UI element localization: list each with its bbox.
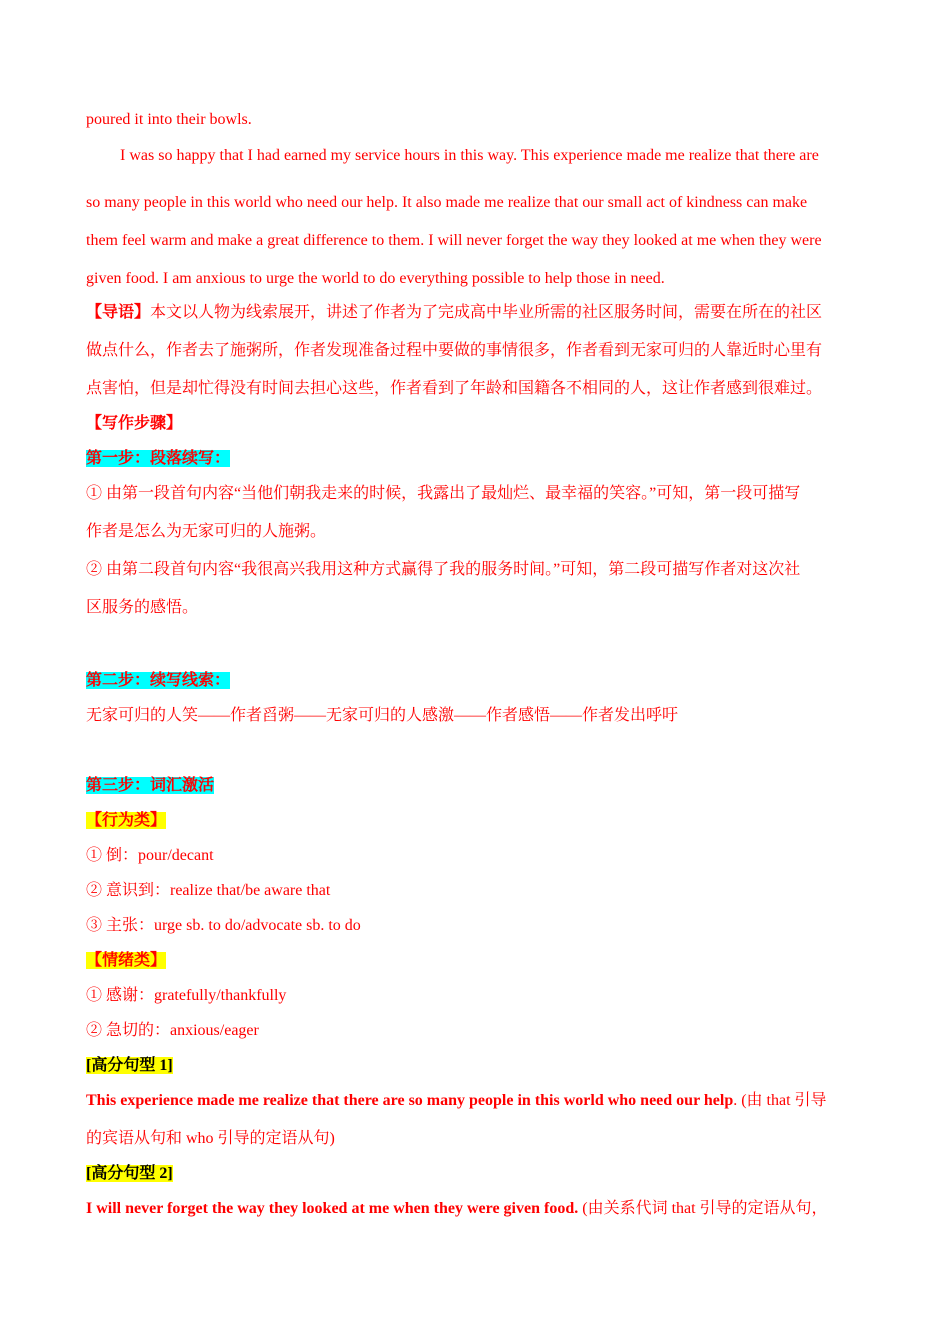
sentence-pattern-2-label-row — [86, 1164, 862, 1184]
step1-item-1-line-1: ① 由第一段首句内容“当他们朝我走来的时候，我露出了最灿烂、最幸福的笑容。”可知，第一段可描写 — [86, 485, 801, 502]
story-paragraph-2-line-2: so many people in this world who need our help. It also made me realize that our small act of kindness can make — [86, 194, 808, 211]
sentence-pattern-2-label: [高分句型 2] — [86, 1165, 173, 1182]
guide-text-1: 本文以人物为线索展开，讲述了作者为了完成高中毕业所需的社区服务时间，需要在所在的社区 — [150, 304, 823, 321]
sentence-pattern-1-line-1 — [86, 1082, 862, 1120]
document-page — [86, 110, 862, 1228]
step1-item-1-line-2: 作者是怎么为无家可归的人施粥。 — [86, 523, 327, 540]
step3-title-row — [86, 776, 862, 796]
step1-title-row — [86, 449, 862, 469]
step2-title-row — [86, 671, 862, 691]
story-paragraph-2-line-3: them feel warm and make a great difference to them. I will never forget the way they looked at me when they were — [86, 232, 822, 249]
category-actions-row — [86, 811, 862, 831]
step1-items — [86, 475, 862, 627]
step1-item-2-line-2: 区服务的感悟。 — [86, 599, 199, 616]
category-emotions-label: 【情绪类】 — [86, 952, 167, 969]
action-item-1: ① 倒：pour/decant — [86, 847, 214, 864]
sentence-pattern-1-note-a: . (由 that 引导 — [733, 1092, 827, 1109]
sentence-pattern-1-line-2: 的宾语从句和 who 引导的定语从句) — [86, 1130, 335, 1147]
action-item-2: ② 意识到：realize that/be aware that — [86, 882, 331, 899]
sentence-pattern-2-line-1 — [86, 1190, 862, 1228]
guide-line-3: 点害怕，但是却忙得没有时间去担心这些，作者看到了年龄和国籍各不相同的人，这让作者感到很难过。 — [86, 380, 823, 397]
sentence-pattern-2 — [86, 1190, 862, 1228]
category-actions-label: 【行为类】 — [86, 812, 167, 829]
sentence-pattern-1-label: [高分句型 1] — [86, 1057, 173, 1074]
guide-label: 【导语】 — [86, 304, 151, 321]
story-paragraph-2-line-1: I was so happy that I had earned my service hours in this way. This experience made me realize that there are — [120, 147, 819, 164]
sentence-pattern-1-text: This experience made me realize that there are so many people in this world who need our help — [86, 1092, 734, 1109]
guide-section — [86, 294, 862, 408]
step1-item-2-line-1: ② 由第二段首句内容“我很高兴我用这种方式赢得了我的服务时间。”可知，第二段可描写作者对这次社 — [86, 561, 801, 578]
step3-title: 第三步：词汇激活 — [86, 777, 215, 794]
sentence-pattern-2-text: I will never forget the way they looked at me when they were given food. — [86, 1200, 579, 1217]
step2-clue: 无家可归的人笑——作者舀粥——无家可归的人感激——作者感悟——作者发出呼吁 — [86, 707, 679, 724]
action-item-3: ③ 主张：urge sb. to do/advocate sb. to do — [86, 917, 361, 934]
story-paragraph-2-line-4: given food. I am anxious to urge the world to do everything possible to help those in need. — [86, 270, 665, 287]
emotion-item-2: ② 急切的：anxious/eager — [86, 1022, 259, 1039]
guide-line-1 — [86, 294, 862, 332]
sentence-pattern-1-label-row — [86, 1056, 862, 1076]
story-paragraph-2 — [86, 146, 862, 298]
step1-title: 第一步：段落续写： — [86, 450, 231, 467]
step2-title: 第二步：续写线索： — [86, 672, 231, 689]
sentence-pattern-1 — [86, 1082, 862, 1158]
steps-heading: 【写作步骤】 — [86, 415, 183, 432]
sentence-pattern-2-note: (由关系代词 that 引导的定语从句， — [578, 1200, 828, 1217]
story-paragraph-1-tail: poured it into their bowls. — [86, 111, 252, 128]
emotion-item-1: ① 感谢：gratefully/thankfully — [86, 987, 287, 1004]
guide-line-2: 做点什么，作者去了施粥所，作者发现准备过程中要做的事情很多，作者看到无家可归的人靠近时心里有 — [86, 342, 823, 359]
category-emotions-row — [86, 951, 862, 971]
